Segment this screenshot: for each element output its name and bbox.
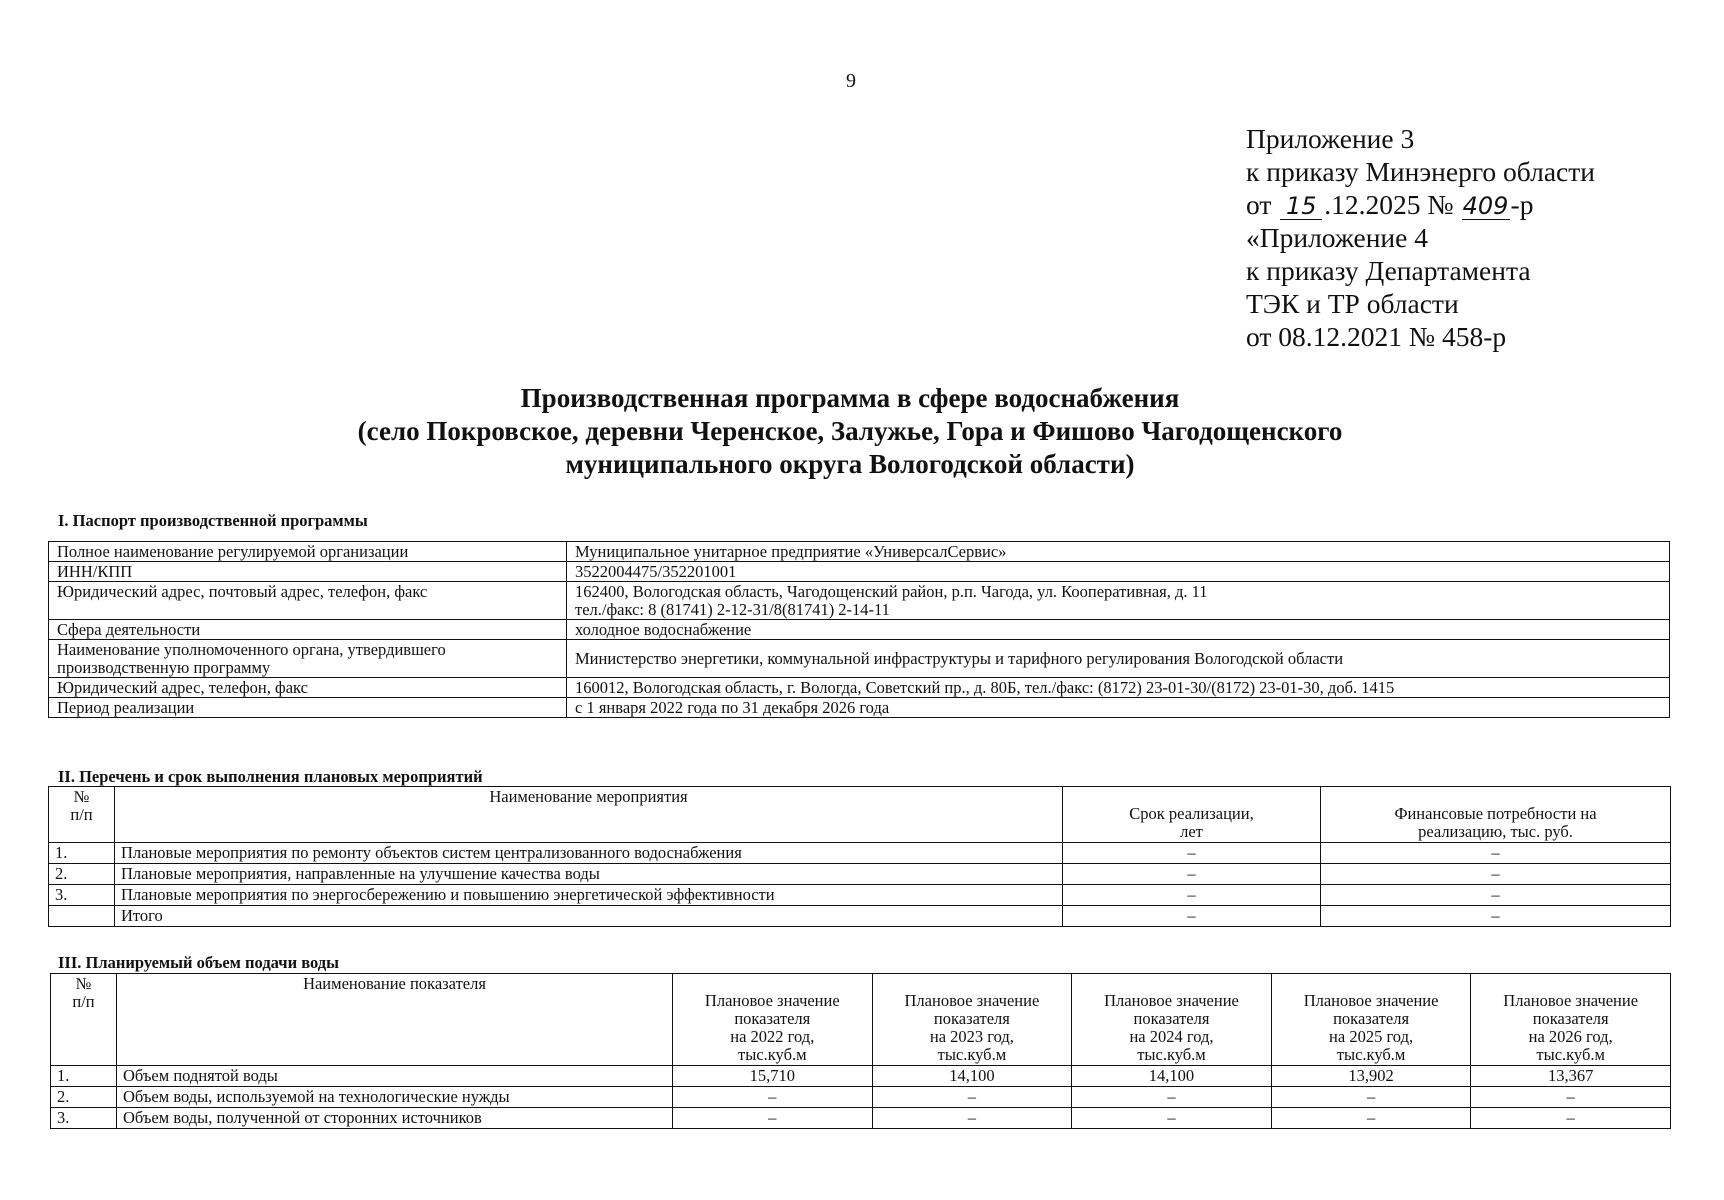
title-line-2: (село Покровское, деревни Черенское, Залужье, Гора и Фишово Чагодощенского: [357, 416, 1343, 446]
header-year-line: тыс.куб.м: [1137, 1045, 1206, 1064]
value-2024: –: [1072, 1087, 1272, 1108]
activity-finance: –: [1321, 864, 1671, 885]
header-year-line: на 2022 год,: [730, 1027, 815, 1046]
table-row: [49, 906, 1671, 927]
passport-value: холодное водоснабжение: [567, 620, 1670, 640]
passport-label: Юридический адрес, телефон, факс: [49, 678, 567, 698]
appendix-date-suffix: -р: [1510, 189, 1534, 220]
section-1-heading: I. Паспорт производственной программы: [58, 511, 368, 530]
table-row: [51, 1066, 1671, 1087]
table-row: [51, 1087, 1671, 1108]
row-num: 1.: [51, 1066, 117, 1087]
table-row: [51, 1108, 1671, 1129]
activity-name: Плановые мероприятия по энергосбережению и повышению энергетической эффективности: [115, 885, 1063, 906]
passport-label: Полное наименование регулируемой организации: [49, 542, 567, 562]
header-term-line2: лет: [1180, 822, 1203, 841]
appendix-date-prefix: от: [1246, 189, 1272, 220]
header-year-line: Плановое значение: [704, 991, 840, 1010]
header-year-2022: [673, 974, 873, 1066]
activity-term: –: [1063, 906, 1321, 927]
header-year-line: тыс.куб.м: [738, 1045, 807, 1064]
passport-value-cell: [567, 582, 1670, 620]
row-num: 3.: [49, 885, 115, 906]
page-number: 9: [846, 70, 856, 92]
header-year-line: Плановое значение: [904, 991, 1040, 1010]
passport-label: ИНН/КПП: [49, 562, 567, 582]
header-finance-line2: реализацию, тыс. руб.: [1418, 822, 1573, 841]
header-finance: [1321, 787, 1671, 843]
value-2023: –: [872, 1087, 1072, 1108]
header-year-line: тыс.куб.м: [1336, 1045, 1406, 1064]
header-year-2026: [1471, 974, 1671, 1066]
activity-finance: –: [1321, 843, 1671, 864]
title-line-3: муниципального округа Вологодской области): [565, 449, 1135, 479]
table-header-row: [51, 974, 1671, 1066]
value-2024: 14,100: [1072, 1066, 1272, 1087]
activity-finance: –: [1321, 906, 1671, 927]
header-finance-line1: Финансовые потребности на: [1394, 804, 1597, 823]
appendix-line-1: Приложение 3: [1246, 123, 1415, 154]
passport-label: Наименование уполномоченного органа, утвердившего: [57, 640, 446, 659]
value-2025: 13,902: [1271, 1066, 1471, 1087]
handwritten-order-number: 409: [1462, 192, 1509, 220]
table-row: [49, 698, 1670, 718]
value-2026: 13,367: [1471, 1066, 1671, 1087]
row-num: 3.: [51, 1108, 117, 1129]
table-row: [49, 542, 1670, 562]
activity-term: –: [1063, 864, 1321, 885]
table-row: [49, 885, 1671, 906]
passport-label: Период реализации: [49, 698, 567, 718]
header-year-line: на 2025 год,: [1329, 1027, 1414, 1046]
header-num-label: п/п: [70, 805, 93, 824]
header-num-symbol: №: [73, 787, 90, 806]
value-2025: –: [1271, 1087, 1471, 1108]
table-row: [49, 582, 1670, 620]
passport-value-phone: тел./факс: 8 (81741) 2-12-31/8(81741) 2-14-11: [575, 600, 890, 619]
passport-value: 160012, Вологодская область, г. Вологда, Советский пр., д. 80Б, тел./факс: (8172) 23-01-30/(8172) 23-01-30, доб. 1415: [567, 678, 1670, 698]
activity-finance: –: [1321, 885, 1671, 906]
title-line-1: Производственная программа в сфере водоснабжения: [520, 383, 1180, 413]
indicator-name: Объем воды, полученной от сторонних источников: [117, 1108, 673, 1129]
table-row: [49, 640, 1670, 678]
header-year-line: показателя: [1333, 1009, 1410, 1028]
value-2022: –: [673, 1108, 873, 1129]
header-year-2025: [1271, 974, 1471, 1066]
table-row: [49, 620, 1670, 640]
header-year-line: показателя: [1532, 1009, 1609, 1028]
header-num-label: п/п: [72, 992, 95, 1011]
header-year-line: показателя: [933, 1009, 1010, 1028]
passport-value: 162400, Вологодская область, Чагодощенский район, р.п. Чагода, ул. Кооперативная, д. 11: [575, 582, 1208, 601]
header-year-line: тыс.куб.м: [937, 1045, 1007, 1064]
header-year-line: показателя: [734, 1009, 811, 1028]
passport-table: [48, 541, 1670, 718]
activity-name: Плановые мероприятия по ремонту объектов систем централизованного водоснабжения: [115, 843, 1063, 864]
value-2022: –: [673, 1087, 873, 1108]
row-num: 2.: [49, 864, 115, 885]
activity-name: Плановые мероприятия, направленные на улучшение качества воды: [115, 864, 1063, 885]
header-num: [51, 974, 117, 1066]
activities-table: [48, 786, 1671, 927]
appendix-line-2: к приказу Минэнерго области: [1246, 156, 1595, 187]
passport-value: с 1 января 2022 года по 31 декабря 2026 года: [567, 698, 1670, 718]
water-supply-table: [50, 973, 1671, 1129]
value-2024: –: [1072, 1108, 1272, 1129]
table-header-row: [49, 787, 1671, 843]
activity-term: –: [1063, 885, 1321, 906]
table-row: [49, 864, 1671, 885]
header-num-symbol: №: [75, 974, 92, 993]
passport-value: Муниципальное унитарное предприятие «УниверсалСервис»: [567, 542, 1670, 562]
header-year-2023: [872, 974, 1072, 1066]
header-term: [1063, 787, 1321, 843]
table-row: [49, 843, 1671, 864]
appendix-date-middle: .12.2025 №: [1324, 189, 1454, 220]
row-num: 2.: [51, 1087, 117, 1108]
passport-label-cont: производственную программу: [57, 658, 271, 677]
header-activity-name: Наименование мероприятия: [115, 787, 1063, 843]
indicator-name: Объем поднятой воды: [117, 1066, 673, 1087]
appendix-line-6: ТЭК и ТР области: [1246, 288, 1459, 319]
value-2023: 14,100: [872, 1066, 1072, 1087]
value-2025: –: [1271, 1108, 1471, 1129]
passport-value: Министерство энергетики, коммунальной инфраструктуры и тарифного регулирования Вологодской области: [567, 640, 1670, 678]
passport-value: 3522004475/352201001: [567, 562, 1670, 582]
header-year-line: Плановое значение: [1503, 991, 1639, 1010]
row-num: 1.: [49, 843, 115, 864]
indicator-name: Объем воды, используемой на технологические нужды: [117, 1087, 673, 1108]
header-year-line: на 2024 год,: [1129, 1027, 1214, 1046]
appendix-block: [1246, 122, 1595, 353]
appendix-line-3: [1246, 188, 1595, 221]
row-num: [49, 906, 115, 927]
section-3-heading: III. Планируемый объем подачи воды: [58, 953, 339, 972]
header-year-line: на 2026 год,: [1528, 1027, 1613, 1046]
handwritten-day: 15: [1280, 193, 1322, 220]
value-2026: –: [1471, 1108, 1671, 1129]
header-year-line: Плановое значение: [1104, 991, 1239, 1010]
header-term-line1: Срок реализации,: [1129, 804, 1254, 823]
header-year-line: тыс.куб.м: [1536, 1045, 1605, 1064]
value-2022: 15,710: [673, 1066, 873, 1087]
appendix-line-7: от 08.12.2021 № 458-р: [1246, 321, 1507, 352]
value-2023: –: [872, 1108, 1072, 1129]
value-2026: –: [1471, 1087, 1671, 1108]
header-num: [49, 787, 115, 843]
table-row: [49, 678, 1670, 698]
header-year-2024: [1072, 974, 1272, 1066]
passport-label: Сфера деятельности: [49, 620, 567, 640]
passport-label-cell: [49, 640, 567, 678]
activity-term: –: [1063, 843, 1321, 864]
table-row: [49, 562, 1670, 582]
appendix-line-5: к приказу Департамента: [1246, 255, 1531, 286]
document-title: [260, 382, 1440, 481]
activity-total-label: Итого: [115, 906, 1063, 927]
header-indicator-name: Наименование показателя: [117, 974, 673, 1066]
passport-label: Юридический адрес, почтовый адрес, телефон, факс: [49, 582, 567, 620]
header-year-line: Плановое значение: [1303, 991, 1439, 1010]
section-2-heading: II. Перечень и срок выполнения плановых мероприятий: [58, 767, 483, 786]
header-year-line: на 2023 год,: [929, 1027, 1014, 1046]
appendix-line-4: «Приложение 4: [1246, 222, 1428, 253]
header-year-line: показателя: [1133, 1009, 1210, 1028]
